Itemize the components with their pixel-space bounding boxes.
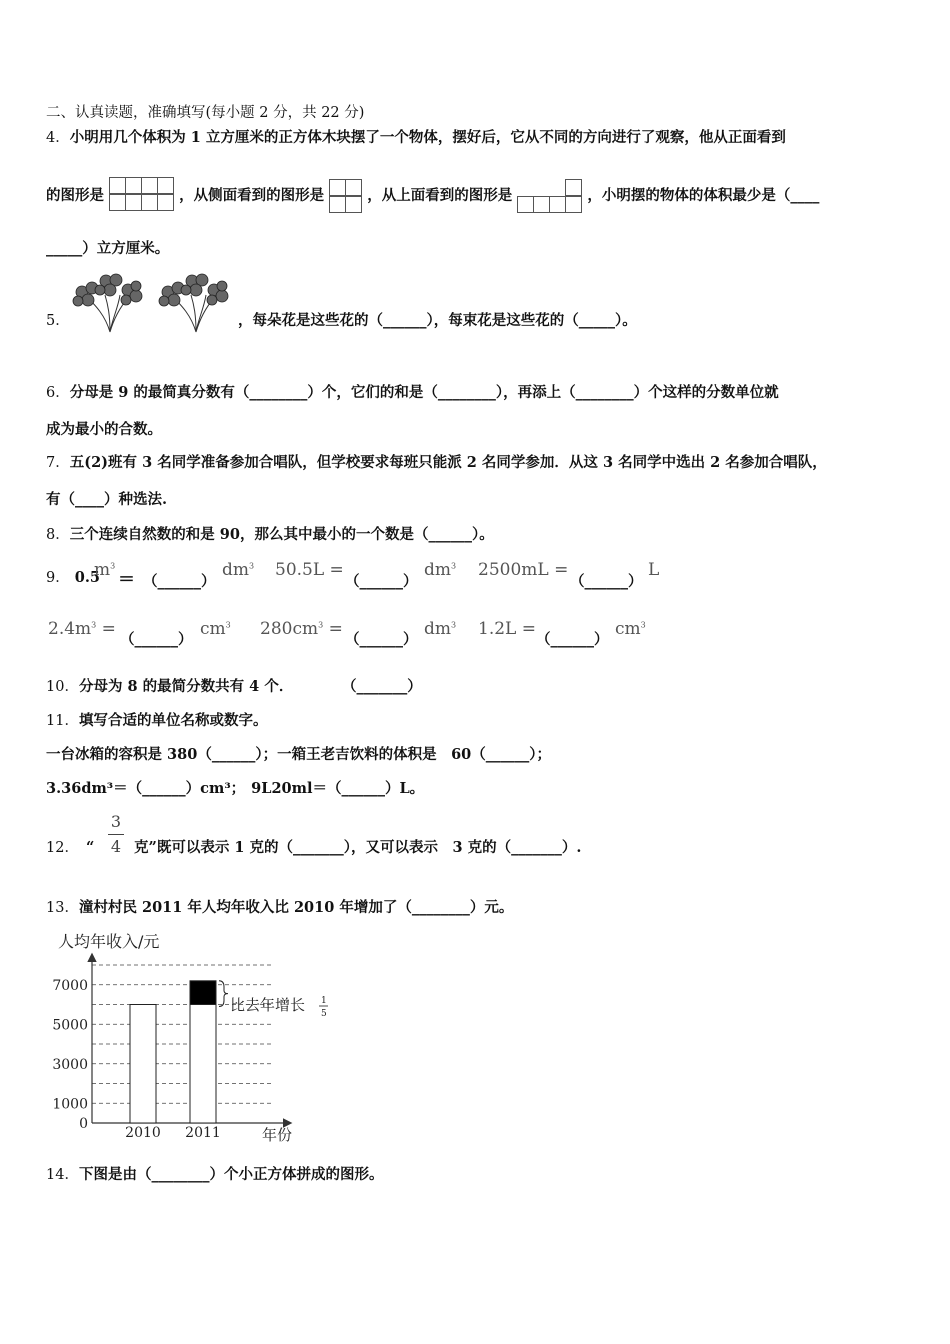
q8-number: 8． bbox=[46, 527, 70, 543]
q11-number: 11． bbox=[46, 713, 79, 729]
flower-bouquet-2 bbox=[159, 274, 228, 332]
q10-blank: （_______） bbox=[342, 678, 422, 695]
q11-line2: 一台冰箱的容积是 380（______）；一箱王老吉饮料的体积是 60（______）； bbox=[46, 746, 551, 763]
q11-title: 填写合适的单位名称或数字。 bbox=[78, 712, 268, 729]
q9-value-c: 2500mL = bbox=[478, 560, 569, 580]
x-tick-2010: 2010 bbox=[125, 1125, 161, 1141]
q14-text: 下图是由（________）个小正方体拼成的图形。 bbox=[78, 1166, 384, 1183]
y-tick-1000: 1000 bbox=[52, 1096, 88, 1113]
q9-unit-2: $dm^3$ bbox=[424, 560, 457, 580]
q9-row2-blank-3: （______） bbox=[536, 631, 609, 648]
y-tick-7000: 7000 bbox=[52, 977, 88, 994]
q13-text: 潼村村民 2011 年人均年收入比 2010 年增加了（________）元。 bbox=[78, 899, 514, 916]
chart-bars bbox=[130, 981, 228, 1123]
increase-label: 比去年增长 bbox=[230, 996, 306, 1014]
q11-line3 bbox=[46, 779, 424, 799]
q5-text: ，每朵花是这些花的（______），每束花是这些花的（_____）。 bbox=[238, 312, 637, 329]
q9-row1 bbox=[46, 568, 100, 588]
q4-text-c: ，从上面看到的图形是 bbox=[367, 187, 513, 204]
q9-row2-value-b: $280cm^3$ = bbox=[260, 619, 343, 639]
q7-number: 7． bbox=[46, 455, 70, 471]
q4-text-d: ，小明摆的物体的体积最少是（____ bbox=[587, 187, 820, 204]
q11-line3a: 3.36dm³＝（______）cm³； bbox=[46, 780, 246, 797]
q9-row2-blank-2: （______） bbox=[345, 631, 418, 648]
q4-text-b: ，从侧面看到的图形是 bbox=[179, 187, 325, 204]
q9-unit-3: L bbox=[648, 560, 660, 580]
q6-line2: 成为最小的合数。 bbox=[46, 421, 162, 438]
section-heading: 二、认真读题，准确填写(每小题 2 分，共 22 分) bbox=[46, 105, 365, 121]
flower-bouquets-image bbox=[70, 270, 238, 342]
q9-unit-1: $dm^3$ bbox=[222, 560, 255, 580]
chart-grid bbox=[92, 965, 272, 1103]
q5-line bbox=[46, 311, 70, 331]
x-tick-2011: 2011 bbox=[185, 1125, 221, 1141]
y-tick-3000: 3000 bbox=[52, 1056, 88, 1073]
q9-value-b: 50.5L = bbox=[275, 560, 344, 580]
q4-text-a: 的图形是 bbox=[46, 187, 104, 204]
q8-text: 三个连续自然数的和是 90，那么其中最小的一个数是（______）。 bbox=[69, 526, 494, 543]
q4-line2 bbox=[46, 176, 819, 216]
q12-text: 克”既可以表示 1 克的（_______），又可以表示 3 克的（_______）. bbox=[134, 839, 582, 856]
top-view-figure bbox=[517, 179, 582, 213]
q7-line1 bbox=[46, 453, 827, 473]
increase-frac-num: 1 bbox=[321, 996, 327, 1006]
x-tick-labels bbox=[125, 1125, 221, 1141]
chart-title: 人均年收入/元 bbox=[58, 932, 160, 951]
q13-number: 13． bbox=[46, 900, 79, 916]
q4-line3: _____）立方厘米。 bbox=[46, 240, 170, 257]
q12-number: 12． bbox=[46, 840, 79, 856]
q6-number: 6． bbox=[46, 385, 70, 401]
q9-eq: ＝ bbox=[118, 570, 135, 590]
front-view-figure bbox=[109, 177, 174, 211]
q9-row2-unit-1: $cm^3$ bbox=[200, 619, 231, 639]
income-bar-chart bbox=[40, 925, 340, 1150]
q6-line1 bbox=[46, 383, 779, 403]
q14-line bbox=[46, 1165, 383, 1185]
q4-text1: 小明用几个体积为 1 立方厘米的正方体木块摆了一个物体，摆好后，它从不同的方向进行了观察，他从正面看到 bbox=[69, 129, 786, 146]
q4-line1 bbox=[46, 128, 786, 148]
increase-frac-den: 5 bbox=[321, 1009, 327, 1019]
q11-line3b: 9L20ml＝（______）L。 bbox=[251, 780, 425, 797]
q9-row2-value-a: $2.4m^3$ = bbox=[48, 619, 116, 639]
bar-2011-base bbox=[190, 1005, 216, 1124]
q10-line bbox=[46, 677, 293, 697]
q9-row2-unit-3: $cm^3$ bbox=[615, 619, 646, 639]
q4-number: 4． bbox=[46, 130, 70, 146]
x-axis-label: 年份 bbox=[262, 1126, 293, 1144]
q9-value-a: 0.5 bbox=[74, 569, 101, 586]
q14-number: 14． bbox=[46, 1167, 79, 1183]
q9-unit-a: $m^3$ bbox=[94, 560, 116, 580]
q7-line2: 有（____）种选法. bbox=[46, 491, 168, 508]
y-tick-0: 0 bbox=[79, 1116, 88, 1132]
q9-blank-3: （______） bbox=[570, 573, 643, 590]
q10-text: 分母为 8 的最简分数共有 4 个． bbox=[78, 678, 294, 695]
q12-frac-den: 4 bbox=[110, 837, 122, 856]
y-tick-5000: 5000 bbox=[52, 1017, 88, 1034]
q13-line bbox=[46, 898, 513, 918]
q7-text1: 五(2)班有 3 名同学准备参加合唱队，但学校要求每班只能派 2 名同学参加．从这 3 名同学中选出 2 名参加合唱队， bbox=[69, 454, 827, 471]
side-view-figure bbox=[329, 179, 362, 213]
q12-frac-num: 3 bbox=[110, 812, 122, 831]
q9-row2-blank-1: （______） bbox=[120, 631, 193, 648]
q9-blank-2: （______） bbox=[345, 573, 418, 590]
q9-blank-1: （______） bbox=[143, 573, 216, 590]
bar-2011-increase bbox=[190, 981, 216, 1005]
q9-row2-unit-2: $dm^3$ bbox=[424, 619, 457, 639]
y-tick-labels bbox=[52, 978, 88, 1132]
q12-open-quote: “ bbox=[86, 839, 95, 856]
bar-2010 bbox=[130, 1005, 156, 1124]
q8-line bbox=[46, 525, 494, 545]
q10-number: 10． bbox=[46, 679, 79, 695]
q12-frac-bar bbox=[108, 834, 124, 835]
q6-text1: 分母是 9 的最简真分数有（________）个，它们的和是（________），再添上（________）个这样的分数单位就 bbox=[69, 384, 779, 401]
flower-bouquet-1 bbox=[73, 274, 142, 332]
q11-line1 bbox=[46, 711, 267, 731]
q9-number: 9． bbox=[46, 570, 70, 586]
q9-row2-value-c: 1.2L = bbox=[478, 619, 536, 639]
q5-number: 5． bbox=[46, 313, 70, 329]
increase-annotation bbox=[230, 996, 328, 1019]
q12-fraction bbox=[108, 812, 124, 857]
